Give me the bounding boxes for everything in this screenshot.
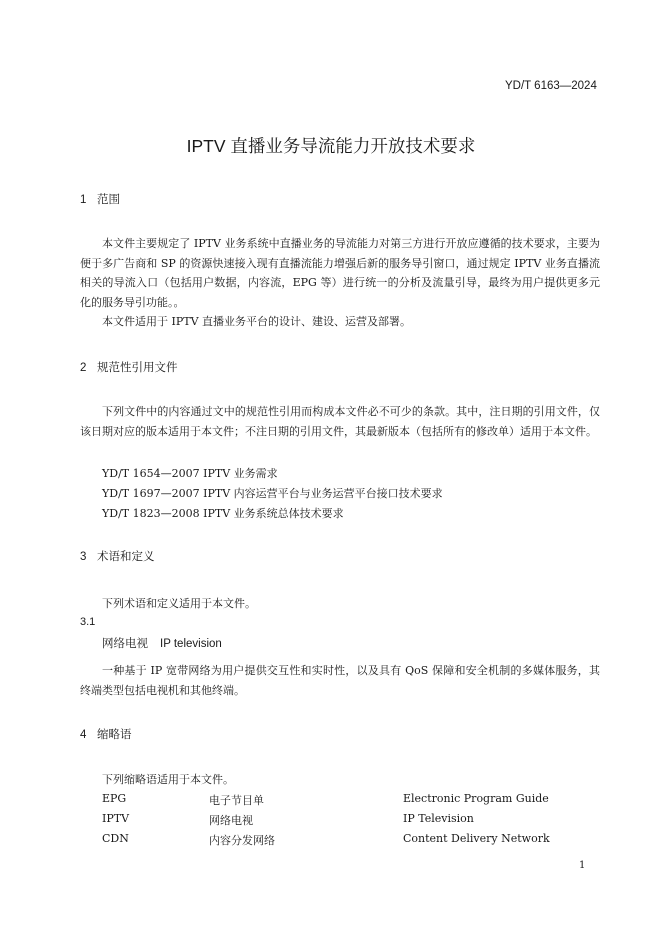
abbreviation-row [102,832,602,852]
abbreviation-zh: 内容分发网络 [209,834,275,847]
paragraph: 本文件适用于 IPTV 直播业务平台的设计、建设、运营及部署。 [102,315,412,328]
section-3-heading [80,548,155,564]
reference-item: YD/T 1697—2007 IPTV 内容运营平台与业务运营平台接口技术要求 [102,487,443,500]
standard-number: YD/T 6163—2024 [505,80,597,92]
section-1-body [80,234,600,332]
term-number: 3.1 [80,616,96,628]
section-number: 4 [80,729,87,741]
abbreviation-zh: 网络电视 [209,814,253,827]
paragraph: 下列文件中的内容通过文中的规范性引用而构成本文件必不可少的条款。其中，注日期的引用文件，仅该日期对应的版本适用于本文件；不注日期的引用文件，其最新版本（包括所有的修改单）适用于本文件。 [80,405,600,438]
paragraph: 本文件主要规定了 IPTV 业务系统中直播业务的导流能力对第三方进行开放应遵循的技术要求，主要为便于多广告商和 SP 的资源快速接入现有直播流能力增强后新的服务导引窗口，通过规定 IPTV 业务直播流相关的导流入口（包括用户数据，内容流，EPG 等）进行统一的分析及流量引导，最终为用户提供更多元化的服务导引功能。。 [80,237,600,309]
section-title: 缩略语 [97,729,132,741]
reference-item: YD/T 1654—2007 IPTV 业务需求 [102,467,278,480]
section-number: 3 [80,551,87,563]
term-name-zh: 网络电视 [102,638,148,650]
paragraph: 一种基于 IP 宽带网络为用户提供交互性和实时性，以及具有 QoS 保障和安全机制的多媒体服务，其终端类型包括电视机和其他终端。 [80,664,600,697]
abbreviation: EPG [102,792,127,805]
section-4-intro: 下列缩略语适用于本文件。 [102,773,234,786]
section-title: 规范性引用文件 [97,362,178,374]
page-number: 1 [579,860,586,871]
section-title: 术语和定义 [97,551,155,563]
section-title: 范围 [97,194,120,206]
abbreviation-en: Electronic Program Guide [403,792,549,805]
section-2-heading [80,359,178,375]
abbreviation-en: Content Delivery Network [403,832,550,845]
term-name-en: IP television [160,638,222,650]
term-name [102,635,222,651]
section-1-heading [80,191,120,207]
term-definition [80,661,600,700]
abbreviation-row [102,812,602,832]
abbreviation: CDN [102,832,129,845]
section-3-intro: 下列术语和定义适用于本文件。 [102,597,256,610]
section-2-body [80,402,600,441]
reference-item: YD/T 1823—2008 IPTV 业务系统总体技术要求 [102,507,344,520]
document-title: IPTV 直播业务导流能力开放技术要求 [186,136,476,156]
abbreviation-row [102,792,602,812]
abbreviation-en: IP Television [403,812,474,825]
section-4-heading [80,726,132,742]
abbreviation: IPTV [102,812,130,825]
section-number: 2 [80,362,87,374]
abbreviation-zh: 电子节目单 [209,794,264,807]
section-number: 1 [80,194,87,206]
